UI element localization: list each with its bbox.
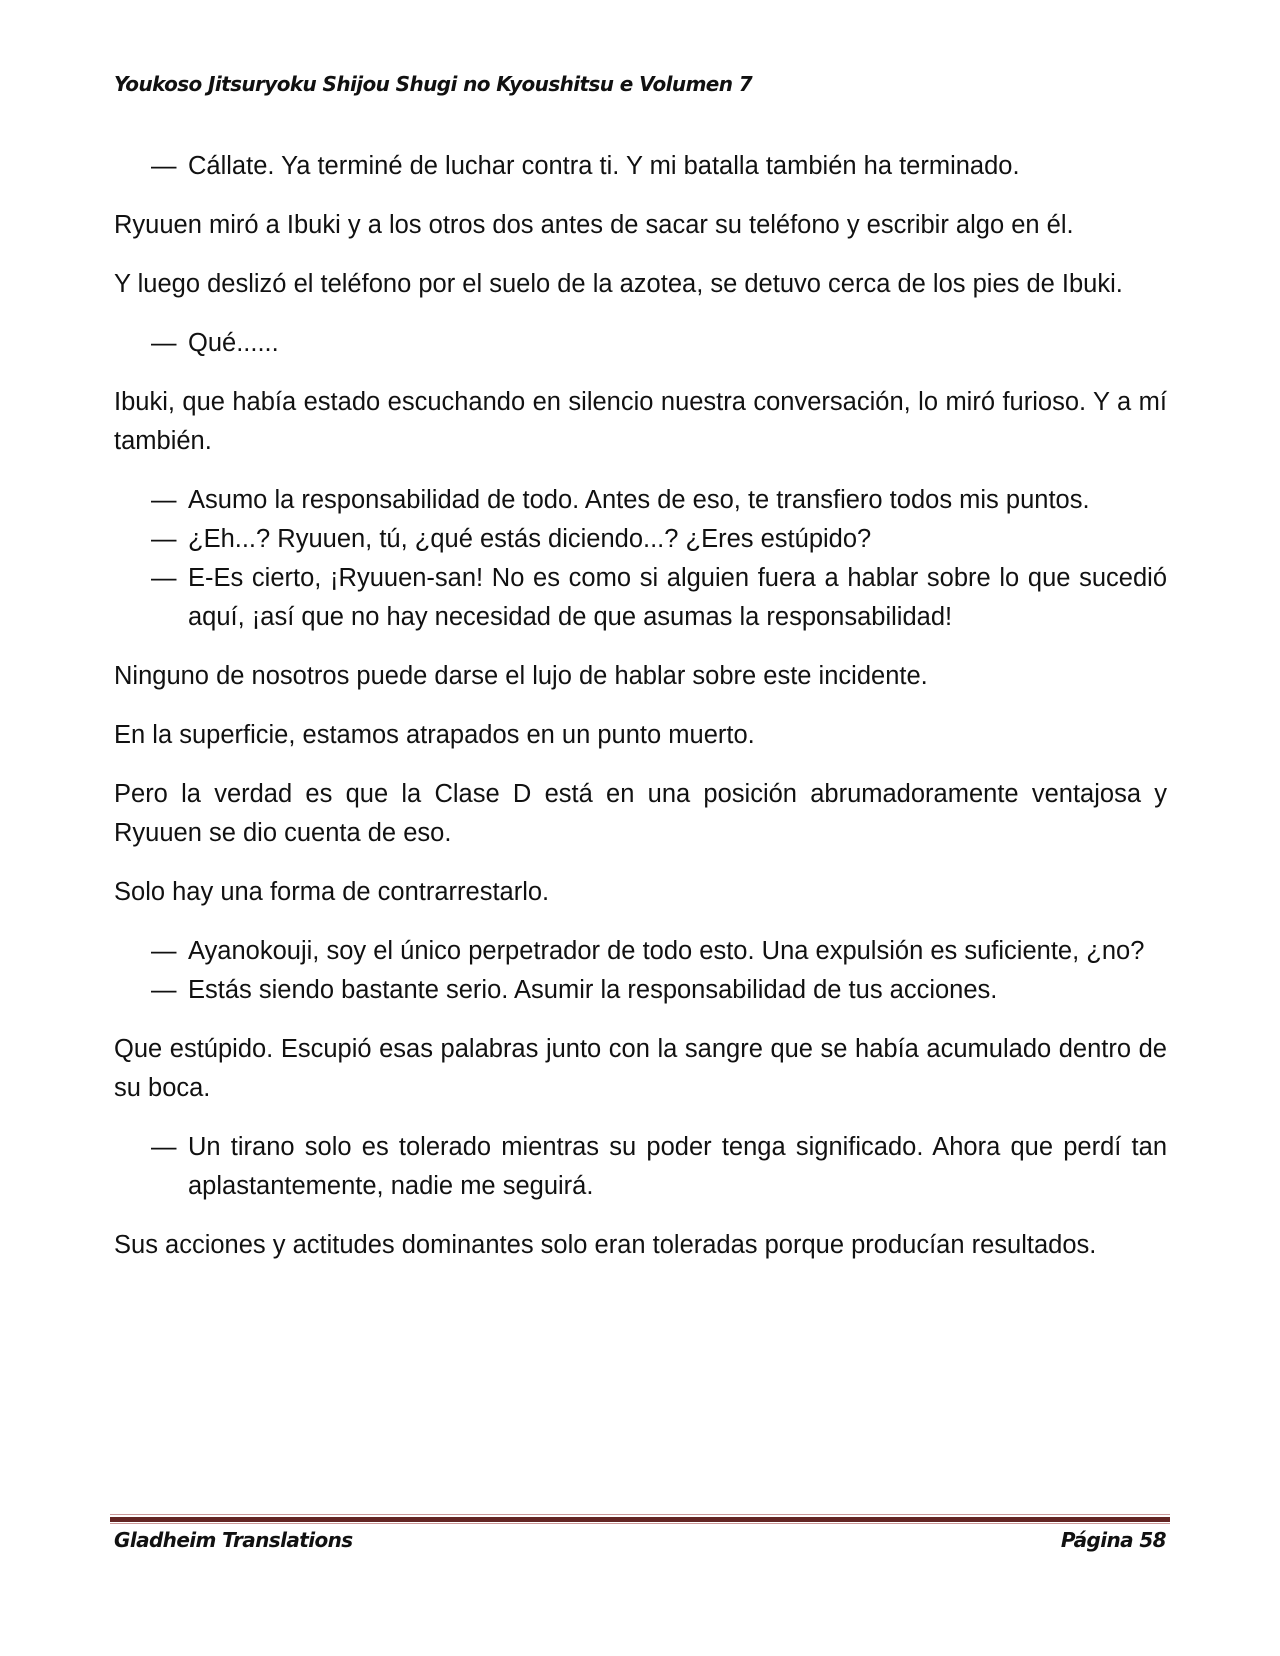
dialogue-text: Un tirano solo es tolerado mientras su poder tenga significado. Ahora que perdí tan aplastantemente, nadie me seguirá. <box>188 1133 1167 1200</box>
dialogue-dash: — <box>151 486 177 514</box>
dialogue-line <box>114 481 1167 520</box>
paragraph: Solo hay una forma de contrarrestarlo. <box>114 878 550 906</box>
dialogue-group <box>114 147 1167 186</box>
paragraph: Ryuuen miró a Ibuki y a los otros dos antes de sacar su teléfono y escribir algo en él. <box>114 211 1074 239</box>
dialogue-dash: — <box>151 329 177 357</box>
dialogue-line <box>114 559 1167 637</box>
dialogue-group <box>114 324 1167 363</box>
dialogue-line <box>114 147 1167 186</box>
paragraph: Y luego deslizó el teléfono por el suelo de la azotea, se detuvo cerca de los pies de Ibuki. <box>114 270 1123 298</box>
dialogue-dash: — <box>151 525 177 553</box>
dialogue-dash: — <box>151 152 177 180</box>
dialogue-text: Estás siendo bastante serio. Asumir la responsabilidad de tus acciones. <box>188 976 998 1004</box>
dialogue-dash: — <box>151 937 177 965</box>
dialogue-text: Asumo la responsabilidad de todo. Antes de eso, te transfiero todos mis puntos. <box>188 486 1090 514</box>
dialogue-line <box>114 520 1167 559</box>
running-header: Youkoso Jitsuryoku Shijou Shugi no Kyoushitsu e Volumen 7 <box>114 72 753 96</box>
dialogue-text: Qué...... <box>188 329 279 357</box>
dialogue-dash: — <box>151 564 177 592</box>
dialogue-group <box>114 1128 1167 1206</box>
page-body <box>114 147 1167 1285</box>
dialogue-text: ¿Eh...? Ryuuen, tú, ¿qué estás diciendo...? ¿Eres estúpido? <box>188 525 872 553</box>
dialogue-line <box>114 932 1167 971</box>
page-number: Página 58 <box>1060 1528 1166 1552</box>
paragraph: En la superficie, estamos atrapados en un punto muerto. <box>114 721 755 749</box>
footer-rule-thin-top <box>110 1514 1170 1515</box>
footer-rule <box>110 1517 1170 1522</box>
dialogue-line <box>114 1128 1167 1206</box>
dialogue-group <box>114 932 1167 1010</box>
dialogue-text: Ayanokouji, soy el único perpetrador de todo esto. Una expulsión es suficiente, ¿no? <box>188 937 1145 965</box>
dialogue-line <box>114 324 1167 363</box>
dialogue-group <box>114 481 1167 637</box>
paragraph: Sus acciones y actitudes dominantes solo eran toleradas porque producían resultados. <box>114 1231 1097 1259</box>
dialogue-dash: — <box>151 1133 177 1161</box>
paragraph: Que estúpido. Escupió esas palabras junto con la sangre que se había acumulado dentro de su boca. <box>114 1035 1167 1102</box>
dialogue-text: Cállate. Ya terminé de luchar contra ti. Y mi batalla también ha terminado. <box>188 152 1020 180</box>
footer-publisher: Gladheim Translations <box>114 1528 353 1552</box>
dialogue-dash: — <box>151 976 177 1004</box>
paragraph: Pero la verdad es que la Clase D está en una posición abrumadoramente ventajosa y Ryuuen se dio cuenta de eso. <box>114 780 1167 847</box>
dialogue-line <box>114 971 1167 1010</box>
dialogue-text: E-Es cierto, ¡Ryuuen-san! No es como si alguien fuera a hablar sobre lo que sucedió aquí, ¡así que no hay necesidad de que asumas la responsabilidad! <box>188 564 1167 631</box>
footer-rule-thin-bottom <box>110 1523 1170 1524</box>
paragraph: Ibuki, que había estado escuchando en silencio nuestra conversación, lo miró furioso. Y a mí también. <box>114 388 1167 455</box>
paragraph: Ninguno de nosotros puede darse el lujo de hablar sobre este incidente. <box>114 662 928 690</box>
